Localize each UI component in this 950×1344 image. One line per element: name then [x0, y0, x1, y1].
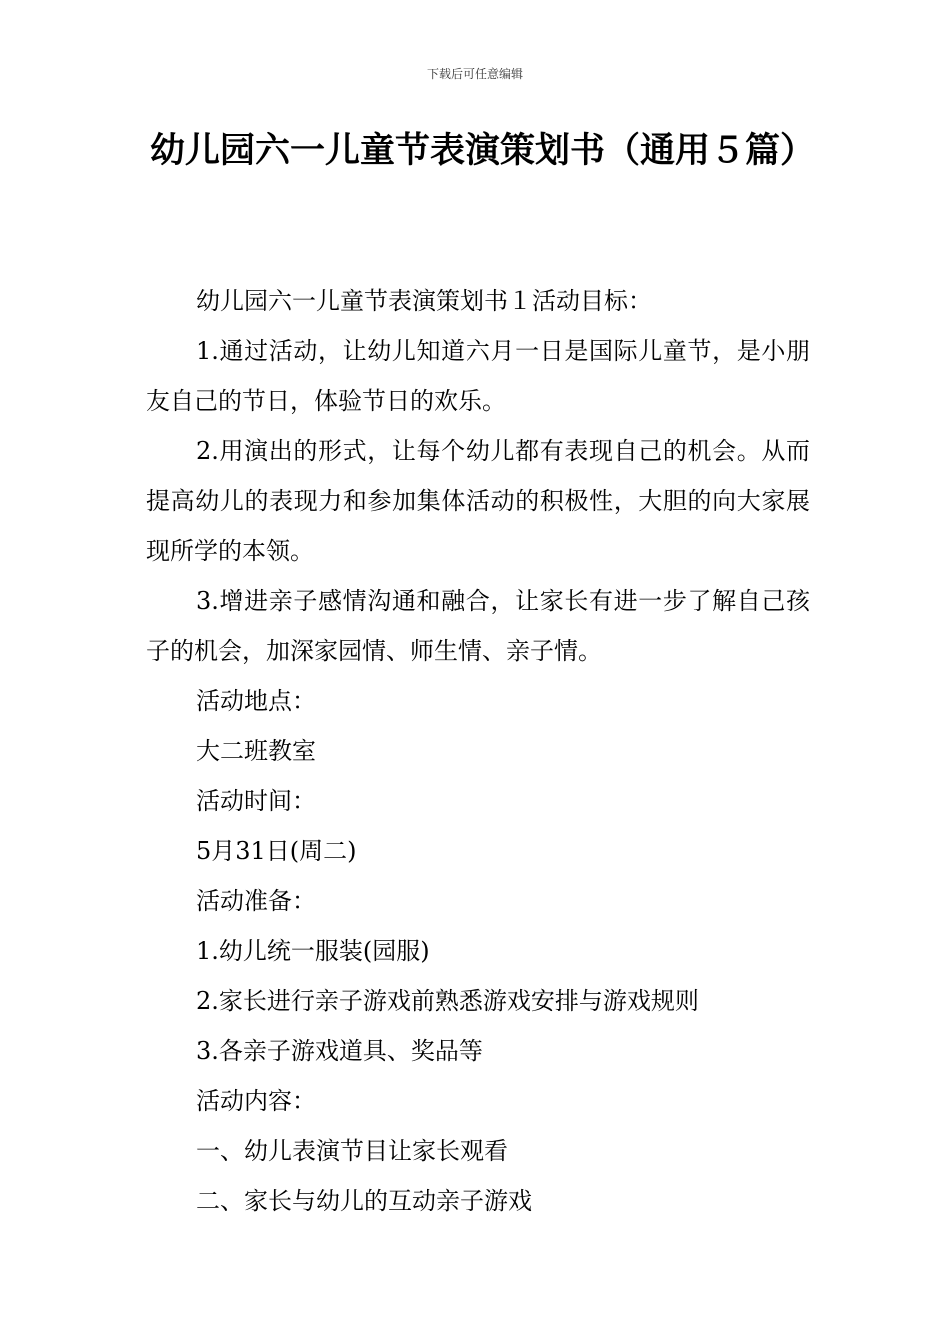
paragraph-content-2: 二、家长与幼儿的互动亲子游戏	[196, 1187, 532, 1215]
paragraph-prep-2: 2.家长进行亲子游戏前熟悉游戏安排与游戏规则	[196, 987, 699, 1015]
paragraph-content-1: 一、幼儿表演节目让家长观看	[196, 1137, 508, 1165]
paragraph-prep-1: 1.幼儿统一服装(园服)	[196, 937, 430, 965]
paragraph-intro: 幼儿园六一儿童节表演策划书１活动目标：	[196, 287, 652, 315]
header-note: 下载后可任意编辑	[426, 67, 523, 81]
paragraph-prep-3: 3.各亲子游戏道具、奖品等	[196, 1037, 483, 1065]
paragraph-prep-label: 活动准备：	[196, 887, 316, 915]
paragraph-goal-3: 3.增进亲子感情沟通和融合，让家长有进一步了解自己孩子的机会，加深家园情、师生情、亲子情。	[146, 587, 810, 665]
paragraph-content-label: 活动内容：	[196, 1087, 316, 1115]
paragraph-goal-2: 2.用演出的形式，让每个幼儿都有表现自己的机会。从而提高幼儿的表现力和参加集体活动的积极性，大胆的向大家展现所学的本领。	[146, 437, 810, 565]
paragraph-time: 5月31日(周二)	[196, 837, 357, 865]
paragraph-location: 大二班教室	[196, 737, 316, 765]
document-title: 幼儿园六一儿童节表演策划书（通用５篇）	[150, 131, 816, 171]
paragraph-goal-1: 1.通过活动，让幼儿知道六月一日是国际儿童节，是小朋友自己的节日，体验节日的欢乐。	[146, 337, 810, 415]
paragraph-location-label: 活动地点：	[196, 687, 316, 715]
document-body	[146, 276, 810, 1226]
paragraph-time-label: 活动时间：	[196, 787, 316, 815]
